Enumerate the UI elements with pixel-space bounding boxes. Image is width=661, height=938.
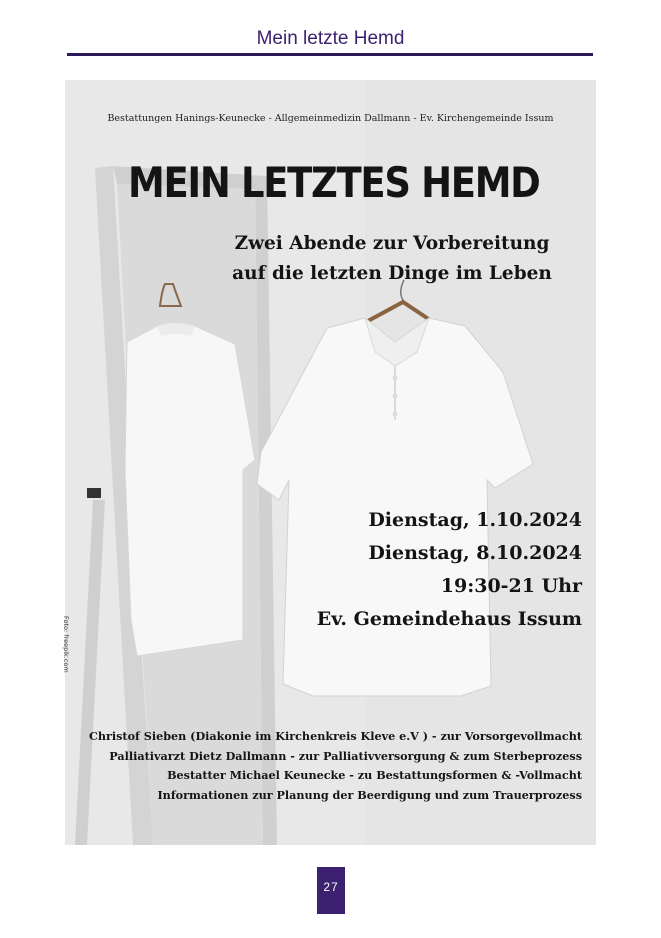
poster-title: MEIN LETZTES HEMD — [128, 158, 540, 207]
poster-subtitle — [202, 229, 582, 289]
event-location: Ev. Gemeindehaus Issum — [316, 608, 582, 630]
subtitle-line: auf die letzten Dinge im Leben — [232, 263, 552, 284]
photo-credit: Foto: freepik.com — [62, 616, 70, 673]
header-divider — [67, 53, 593, 56]
subtitle-line: Zwei Abende zur Vorbereitung — [234, 233, 550, 254]
event-date-1: Dienstag, 1.10.2024 — [368, 509, 582, 531]
page-number: 27 — [323, 880, 339, 894]
speaker-item: Bestatter Michael Keunecke - zu Bestattungsformen & -Vollmacht — [167, 768, 582, 782]
page-number-badge — [317, 867, 345, 914]
event-date-2: Dienstag, 8.10.2024 — [368, 542, 582, 564]
sponsor-line: Bestattungen Hanings-Keunecke - Allgemeinmedizin Dallmann - Ev. Kirchengemeinde Issum — [107, 113, 554, 124]
page-header-title: Mein letzte Hemd — [256, 28, 405, 49]
speaker-item: Informationen zur Planung der Beerdigung und zum Trauerprozess — [157, 787, 582, 802]
speaker-item: Christof Sieben (Diakonie im Kirchenkreis Kleve e.V ) - zur Vorsorgevollmacht — [88, 729, 582, 743]
event-details — [317, 504, 582, 636]
event-time: 19:30-21 Uhr — [440, 575, 582, 597]
speaker-list — [89, 727, 582, 805]
event-poster — [62, 80, 596, 845]
speaker-item: Palliativarzt Dietz Dallmann - zur Palliativversorgung & zum Sterbeprozess — [109, 748, 582, 763]
